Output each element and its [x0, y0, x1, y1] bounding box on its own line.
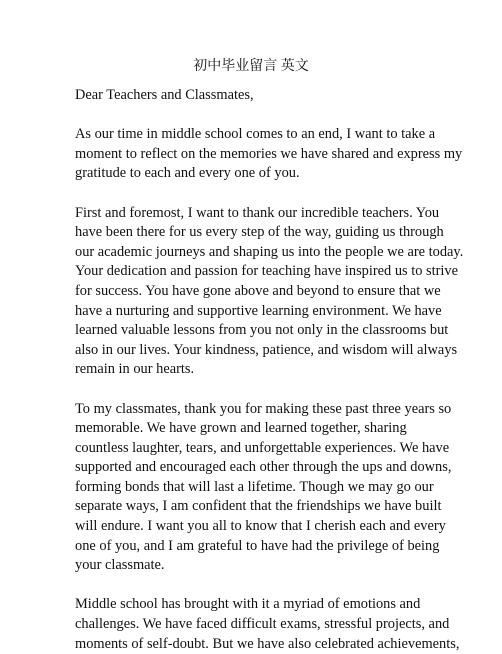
paragraph-classmates	[75, 400, 452, 576]
text-line: our academic journeys and shaping us into the people we are today.	[75, 243, 464, 260]
paragraph-spacer	[75, 576, 435, 596]
letter-body	[75, 86, 464, 654]
text-line: gratitude to each and every one of you.	[75, 165, 300, 182]
text-line: First and foremost, I want to thank our incredible teachers. You	[75, 204, 440, 221]
paragraph-spacer	[75, 106, 435, 126]
text-line: Middle school has brought with it a myriad of emotions and	[75, 596, 421, 613]
text-line: will endure. I want you all to know that I cherish each and every	[75, 518, 446, 535]
text-line: moments of self-doubt. But we have also celebrated achievements,	[75, 635, 460, 652]
text-line: challenges. We have faced difficult exams, stressful projects, and	[75, 616, 450, 633]
document-title: 初中毕业留言 英文	[193, 59, 309, 74]
text-line: your classmate.	[75, 557, 165, 574]
text-line: forming bonds that will last a lifetime. Though we may go our	[75, 478, 434, 495]
text-line: for success. You have gone above and beyond to ensure that we	[75, 282, 441, 299]
text-line: To my classmates, thank you for making these past three years so	[75, 400, 452, 417]
paragraph-challenges	[75, 595, 460, 654]
text-line: As our time in middle school comes to an end, I want to take a	[75, 126, 436, 143]
paragraph-intro	[75, 125, 463, 184]
text-line: have been there for us every step of the way, guiding us through	[75, 224, 444, 241]
text-line: learned valuable lessons from you not only in the classrooms but	[75, 322, 449, 339]
text-line: supported and encouraged each other through the ups and downs,	[75, 459, 452, 476]
text-line: have a nurturing and supportive learning environment. We have	[75, 302, 442, 319]
text-line: countless laughter, tears, and unforgettable experiences. We have	[75, 439, 450, 456]
text-line: memorable. We have grown and learned together, sharing	[75, 420, 407, 437]
paragraph-spacer	[75, 380, 435, 400]
paragraph-spacer	[75, 184, 435, 204]
paragraph-teachers	[75, 204, 464, 380]
text-line: remain in our hearts.	[75, 361, 195, 378]
text-line: Your dedication and passion for teaching have inspired us to strive	[75, 263, 459, 280]
text-line: also in our lives. Your kindness, patience, and wisdom will always	[75, 341, 458, 358]
text-line: one of you, and I am grateful to have had the privilege of being	[75, 537, 440, 554]
salutation: Dear Teachers and Classmates,	[75, 87, 254, 103]
text-line: separate ways, I am confident that the friendships we have built	[75, 498, 442, 515]
text-line: moment to reflect on the memories we have shared and express my	[75, 145, 463, 162]
